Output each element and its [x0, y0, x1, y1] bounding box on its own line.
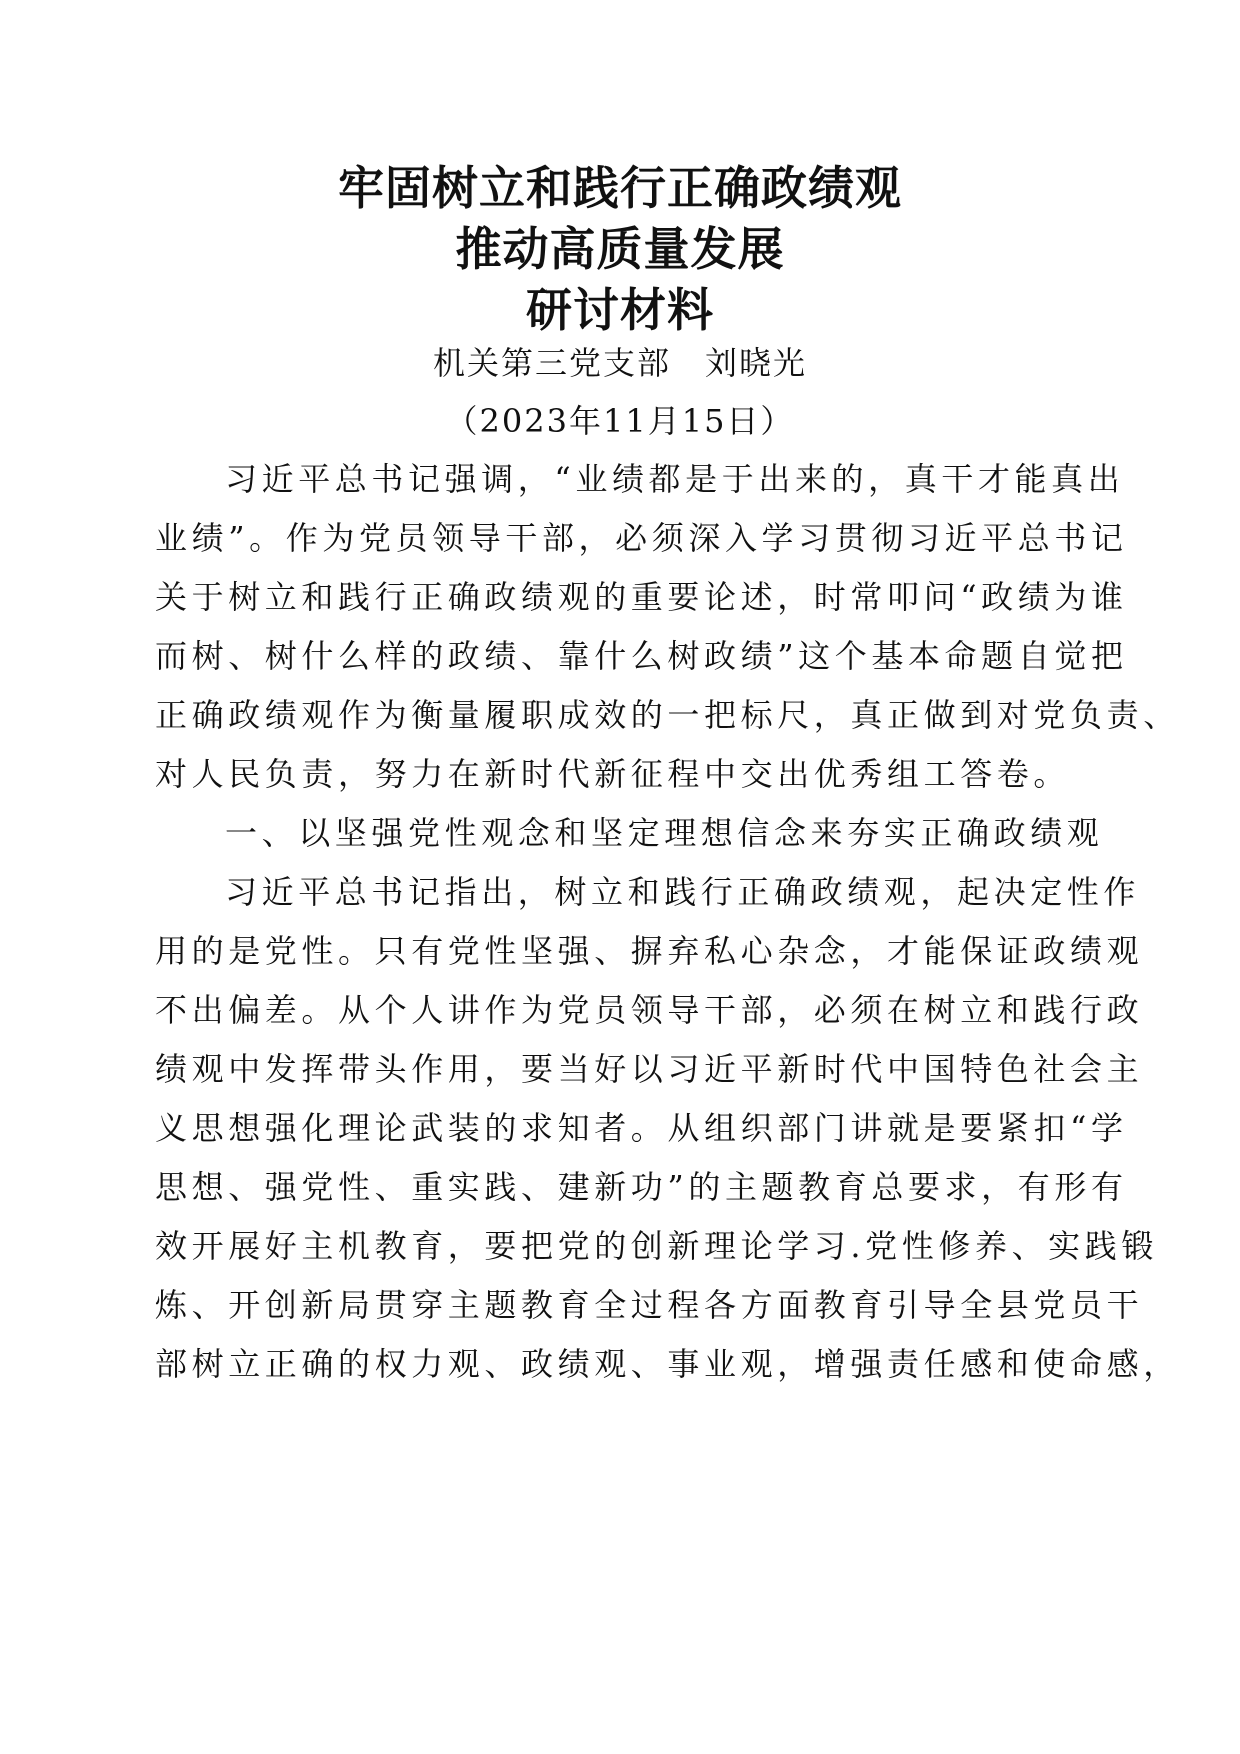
author-line: 机关第三党支部 刘晓光 — [432, 344, 807, 382]
paragraph-line: 而树、树什么样的政绩、靠什么树政绩”这个基本命题自觉把 — [155, 637, 1128, 675]
paragraph-line: 对人民负责，努力在新时代新征程中交出优秀组工答卷。 — [155, 755, 1071, 793]
title-line-2: 推动高质量发展 — [455, 222, 785, 276]
paragraph-line: 炼、开创新局贯穿主题教育全过程各方面教育引导全县党员干 — [155, 1286, 1144, 1324]
title-line-1: 牢固树立和践行正确政绩观 — [338, 161, 902, 215]
paragraph-line: 效开展好主机教育，要把党的创新理论学习.党性修养、实践锻 — [155, 1227, 1158, 1265]
paragraph-line: 业绩”。作为党员领导干部，必须深入学习贯彻习近平总书记 — [155, 519, 1128, 557]
paragraph-line: 习近平总书记指出，树立和践行正确政绩观，起决定性作 — [225, 873, 1141, 911]
paragraph-line: 习近平总书记强调，“业绩都是于出来的，真干才能真出 — [225, 460, 1125, 498]
date-line: （2023年11月15日） — [445, 402, 795, 440]
paragraph-line: 不出偏差。从个人讲作为党员领导干部，必须在树立和践行政 — [155, 991, 1144, 1029]
paragraph-line: 正确政绩观作为衡量履职成效的一把标尺，真正做到对党负责、 — [155, 696, 1180, 734]
paragraph-line: 义思想强化理论武装的求知者。从组织部门讲就是要紧扣“学 — [155, 1109, 1128, 1147]
paragraph-line: 部树立正确的权力观、政绩观、事业观，增强责任感和使命感， — [155, 1345, 1180, 1383]
section-heading: 一、以坚强党性观念和坚定理想信念来夯实正确政绩观 — [225, 814, 1104, 852]
paragraph-line: 关于树立和践行正确政绩观的重要论述，时常叩问“政绩为谁 — [155, 578, 1128, 616]
paragraph-line: 绩观中发挥带头作用，要当好以习近平新时代中国特色社会主 — [155, 1050, 1144, 1088]
title-line-3: 研讨材料 — [526, 283, 714, 337]
paragraph-line: 用的是党性。只有党性坚强、摒弃私心杂念，才能保证政绩观 — [155, 932, 1144, 970]
paragraph-line: 思想、强党性、重实践、建新功”的主题教育总要求，有形有 — [155, 1168, 1128, 1206]
